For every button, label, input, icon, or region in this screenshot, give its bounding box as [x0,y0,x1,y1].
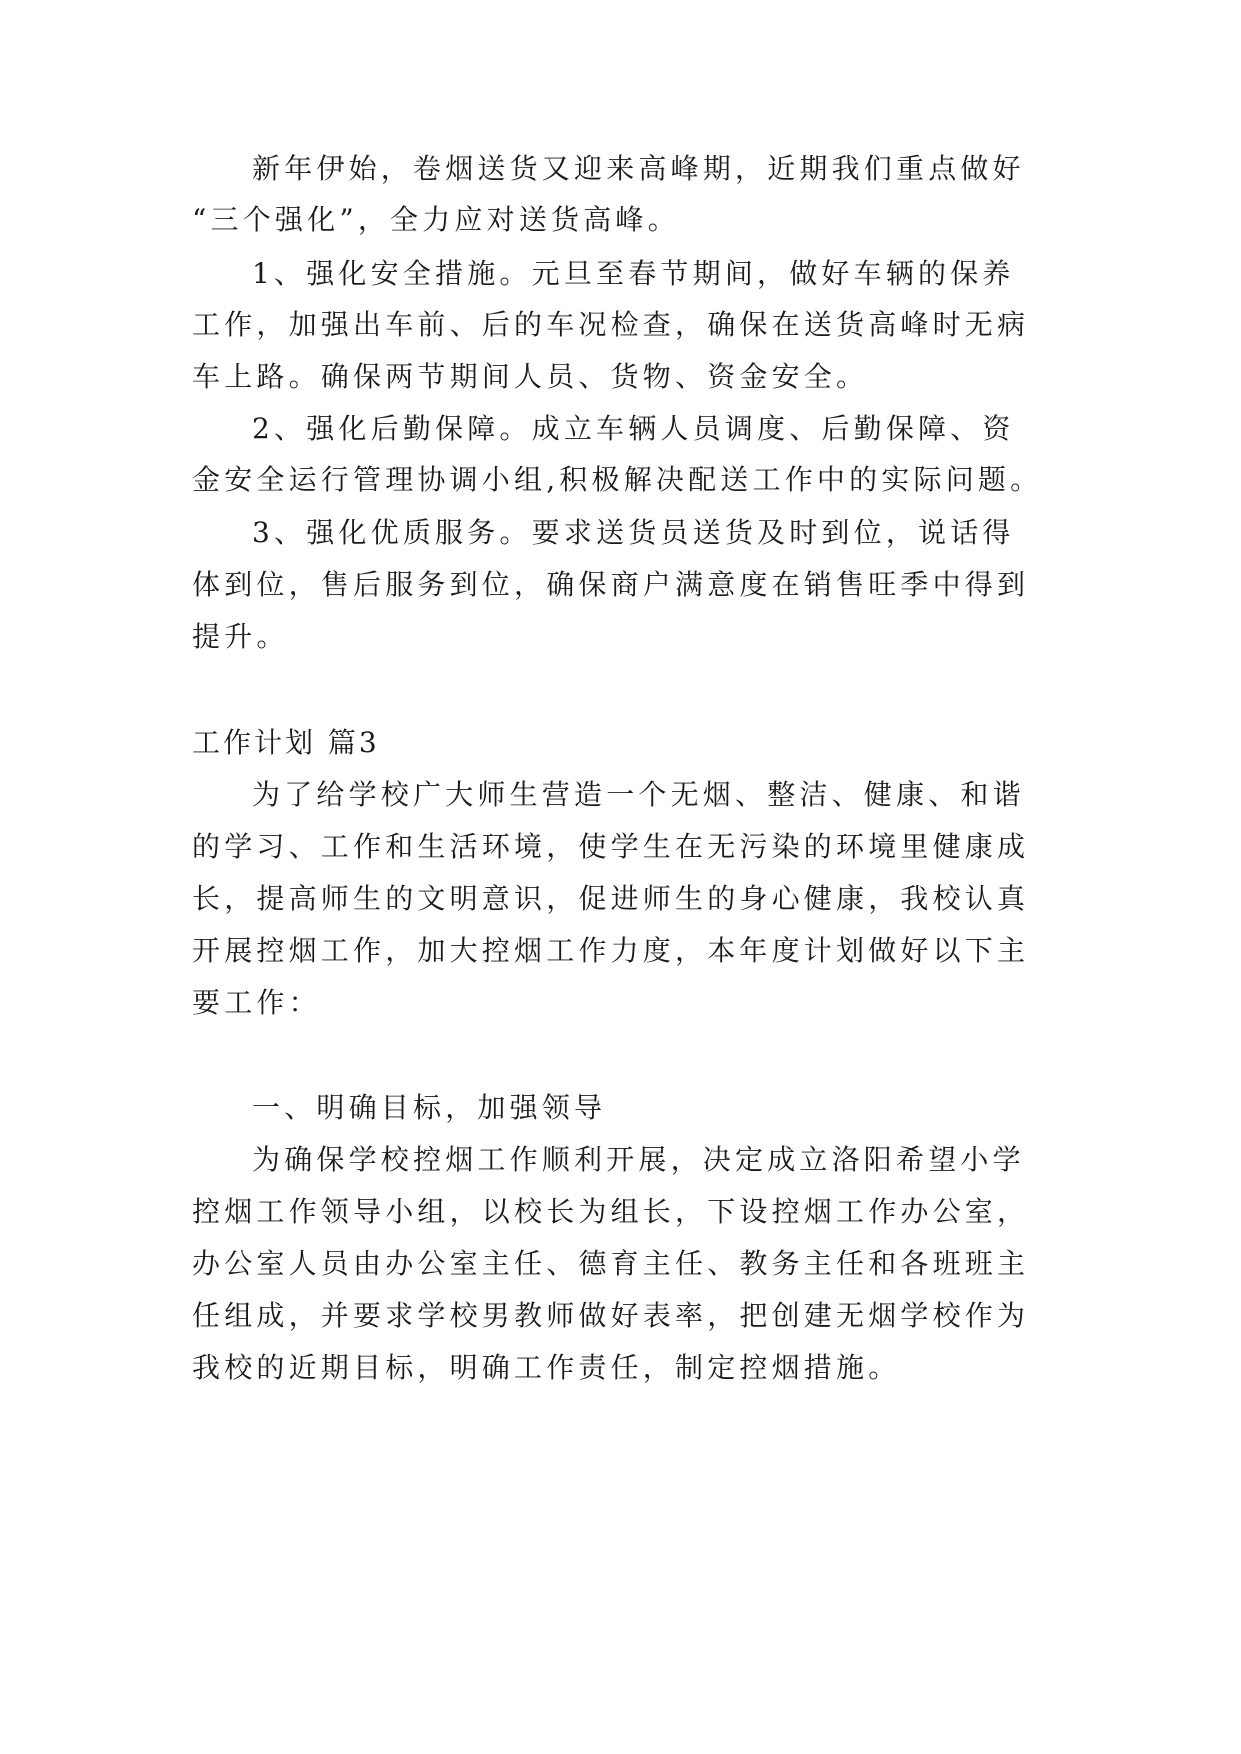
paragraph-line: 控烟工作领导小组，以校长为组长，下设控烟工作办公室， [192,1195,1030,1228]
paragraph-line: “三个强化”，全力应对送货高峰。 [192,203,680,236]
paragraph-line: 提升。 [192,620,289,653]
paragraph-line: 要工作： [192,986,321,1019]
paragraph-line: 长，提高师生的文明意识，促进师生的身心健康，我校认真 [192,882,1030,915]
paragraph-line: 3、强化优质服务。要求送货员送货及时到位，说话得 [252,516,1015,549]
paragraph-line: 为了给学校广大师生营造一个无烟、整洁、健康、和谐 [252,778,1025,811]
paragraph-line: 工作，加强出车前、后的车况检查，确保在送货高峰时无病 [192,308,1030,341]
paragraph-line: 办公室人员由办公室主任、德育主任、教务主任和各班班主 [192,1247,1030,1280]
paragraph-line: 1、强化安全措施。元旦至春节期间，做好车辆的保养 [252,257,1015,290]
paragraph-line: 我校的近期目标，明确工作责任，制定控烟措施。 [192,1351,901,1384]
paragraph-line: 开展控烟工作，加大控烟工作力度，本年度计划做好以下主 [192,934,1030,967]
paragraph-line: 体到位，售后服务到位，确保商户满意度在销售旺季中得到 [192,568,1030,601]
section-heading: 工作计划 篇3 [192,726,380,759]
paragraph-line: 金安全运行管理协调小组,积极解决配送工作中的实际问题。 [192,463,1043,496]
paragraph-line: 车上路。确保两节期间人员、货物、资金安全。 [192,360,869,393]
paragraph-line: 新年伊始，卷烟送货又迎来高峰期，近期我们重点做好 [252,152,1025,185]
paragraph-line: 2、强化后勤保障。成立车辆人员调度、后勤保障、资 [252,412,1015,445]
paragraph-line: 的学习、工作和生活环境，使学生在无污染的环境里健康成 [192,830,1030,863]
paragraph-line: 为确保学校控烟工作顺利开展，决定成立洛阳希望小学 [252,1143,1025,1176]
paragraph-line: 任组成，并要求学校男教师做好表率，把创建无烟学校作为 [192,1299,1030,1332]
subsection-heading: 一、明确目标，加强领导 [252,1091,607,1124]
